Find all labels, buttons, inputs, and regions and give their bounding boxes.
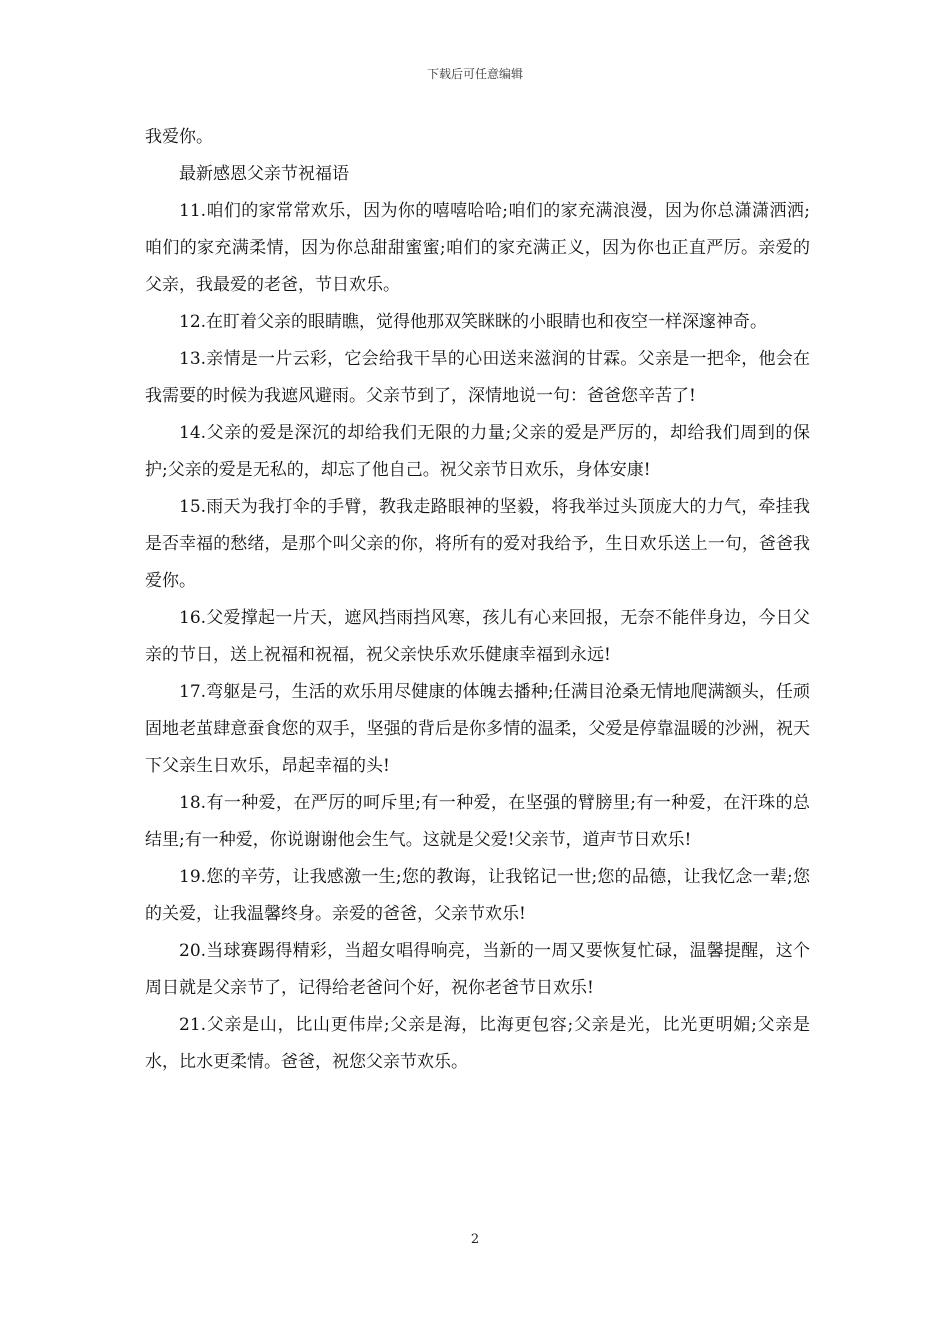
paragraph-17: 17.弯躯是弓，生活的欢乐用尽健康的体魄去播种;任满目沧桑无情地爬满额头，任顽固地老茧肆意蚕食您的双手，坚强的背后是你多情的温柔，父爱是停靠温暖的沙洲，祝天下父亲生日欢乐，昂起幸福的头! <box>145 682 810 776</box>
paragraph-20: 20.当球赛踢得精彩，当超女唱得响亮，当新的一周又要恢复忙碌，温馨提醒，这个周日就是父亲节了，记得给老爸问个好，祝你老爸节日欢乐! <box>145 941 810 998</box>
paragraph-19: 19.您的辛劳，让我感激一生;您的教诲，让我铭记一世;您的品德，让我忆念一辈;您的关爱，让我温馨终身。亲爱的爸爸，父亲节欢乐! <box>145 867 810 924</box>
page-header: 下载后可任意编辑 <box>426 67 523 81</box>
paragraph-continuation: 我爱你。 <box>145 127 213 147</box>
paragraph-11: 11.咱们的家常常欢乐，因为你的嘻嘻哈哈;咱们的家充满浪漫，因为你总潇潇洒洒;咱们的家充满柔情，因为你总甜甜蜜蜜;咱们的家充满正义，因为你也正直严厉。亲爱的父亲，我最爱的老爸，节日欢乐。 <box>145 201 810 295</box>
section-heading: 最新感恩父亲节祝福语 <box>179 164 349 184</box>
paragraph-15: 15.雨天为我打伞的手臂，教我走路眼神的坚毅，将我举过头顶庞大的力气，牵挂我是否幸福的愁绪，是那个叫父亲的你，将所有的爱对我给予，生日欢乐送上一句，爸爸我爱你。 <box>145 497 810 591</box>
paragraph-14: 14.父亲的爱是深沉的却给我们无限的力量;父亲的爱是严厉的，却给我们周到的保护;父亲的爱是无私的，却忘了他自己。祝父亲节日欢乐，身体安康! <box>145 423 810 480</box>
page-number: 2 <box>470 1232 480 1247</box>
paragraph-16: 16.父爱撑起一片天，遮风挡雨挡风寒，孩儿有心来回报，无奈不能伴身边，今日父亲的节日，送上祝福和祝福，祝父亲快乐欢乐健康幸福到永远! <box>145 608 810 665</box>
paragraph-21: 21.父亲是山，比山更伟岸;父亲是海，比海更包容;父亲是光，比光更明媚;父亲是水，比水更柔情。爸爸，祝您父亲节欢乐。 <box>145 1015 810 1072</box>
document-body <box>145 119 810 1081</box>
paragraph-12: 12.在盯着父亲的眼睛瞧，觉得他那双笑眯眯的小眼睛也和夜空一样深邃神奇。 <box>179 312 768 332</box>
paragraph-18: 18.有一种爱，在严厉的呵斥里;有一种爱，在坚强的臂膀里;有一种爱，在汗珠的总结里;有一种爱，你说谢谢他会生气。这就是父爱!父亲节，道声节日欢乐! <box>145 793 810 850</box>
paragraph-13: 13.亲情是一片云彩，它会给我干旱的心田送来滋润的甘霖。父亲是一把伞，他会在我需要的时候为我遮风避雨。父亲节到了，深情地说一句：爸爸您辛苦了! <box>145 349 810 406</box>
